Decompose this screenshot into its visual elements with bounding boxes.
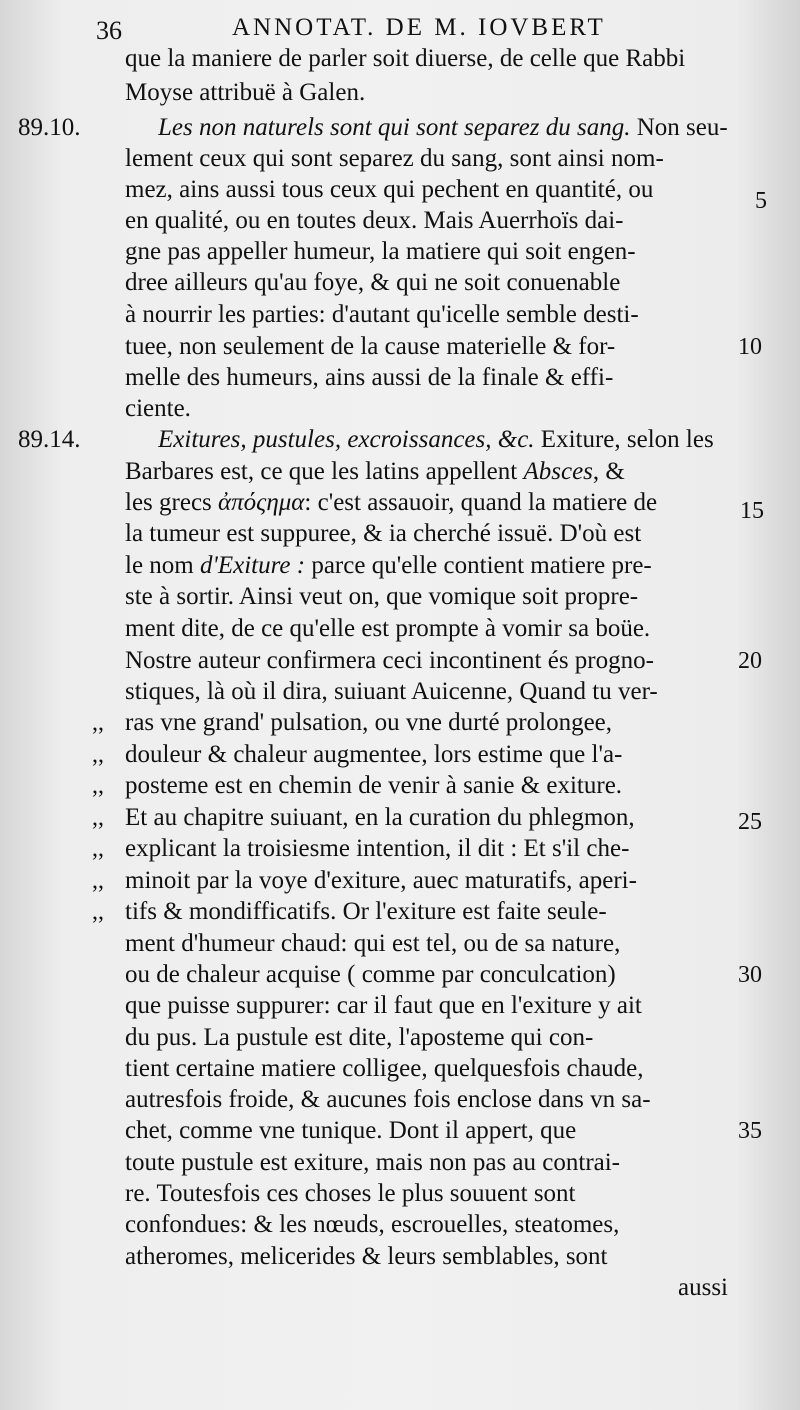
exiture-term: d'Exiture : xyxy=(200,552,306,579)
text-line xyxy=(0,897,800,927)
line-text xyxy=(125,551,735,581)
line-text: toute pustule est exiture, mais non pas au contrai- xyxy=(125,1149,621,1176)
text-line xyxy=(0,519,800,549)
text-line xyxy=(0,677,800,707)
line-text: melle des humeurs, ains aussi de la finale & effi- xyxy=(125,364,614,391)
line-number-35: 35 xyxy=(738,1118,762,1144)
line-text: Moyse attribuë à Galen. xyxy=(125,79,366,106)
line-text xyxy=(158,113,735,143)
text-line xyxy=(0,44,800,74)
text-line xyxy=(0,144,800,174)
text-line xyxy=(0,1179,800,1209)
running-head: ANNOTAT. DE M. IOVBERT xyxy=(232,14,606,41)
line-segment: Non seu- xyxy=(630,114,728,141)
line-text: ment dite, de ce qu'elle est prompte à vomir sa boüe. xyxy=(125,615,651,642)
line-text: Nostre auteur confirmera ceci incontinent és progno- xyxy=(125,647,654,674)
lemma-heading: Les non naturels sont qui sont separez du sang. xyxy=(158,114,631,141)
greek-term: ἀπόςημα xyxy=(218,489,305,516)
text-line xyxy=(0,457,800,487)
quote-mark: ,, xyxy=(92,805,104,831)
line-number-10: 10 xyxy=(738,334,762,360)
line-text: en qualité, ou en toutes deux. Mais Auerrhoïs dai- xyxy=(125,207,624,234)
quote-mark: ,, xyxy=(92,836,104,862)
text-line xyxy=(0,1242,800,1272)
text-line xyxy=(0,1054,800,1084)
line-text xyxy=(125,457,735,487)
line-text: dree ailleurs qu'au foye, & qui ne soit conuenable xyxy=(125,269,621,296)
line-text: ste à sortir. Ainsi veut on, que vomique soit propre- xyxy=(125,583,639,610)
line-text: minoit par la voye d'exiture, auec maturatifs, aperi- xyxy=(125,867,637,894)
text-line xyxy=(0,803,800,833)
line-text: atheromes, melicerides & leurs semblables, sont xyxy=(125,1243,608,1270)
text-line xyxy=(0,332,800,362)
text-line xyxy=(0,582,800,612)
text-line xyxy=(0,771,800,801)
text-line xyxy=(0,991,800,1021)
reference-89-10: 89.10. xyxy=(18,114,81,141)
line-text: chet, comme vne tunique. Dont il appert, que xyxy=(125,1117,577,1144)
line-text: tient certaine matiere colligee, quelquesfois chaude, xyxy=(125,1055,644,1082)
line-text: tifs & mondifficatifs. Or l'exiture est faite seule- xyxy=(125,898,607,925)
lemma-heading: Exitures, pustules, excroissances, &c. xyxy=(158,426,535,453)
line-text: ou de chaleur acquise ( comme par conculcation) xyxy=(125,961,616,988)
line-text xyxy=(158,425,735,455)
text-line xyxy=(0,866,800,896)
text-line xyxy=(0,834,800,864)
reference-89-14: 89.14. xyxy=(18,426,81,453)
line-segment: : c'est assauoir, quand la matiere de xyxy=(304,489,658,516)
line-text: confondues: & les nœuds, escrouelles, steatomes, xyxy=(125,1211,620,1238)
text-line xyxy=(0,1023,800,1053)
text-line xyxy=(0,960,800,990)
line-text: lement ceux qui sont separez du sang, sont ainsi nom- xyxy=(125,145,664,172)
text-line xyxy=(0,237,800,267)
line-segment: les grecs xyxy=(125,489,219,516)
text-line xyxy=(0,394,800,424)
line-text: douleur & chaleur augmentee, lors estime que l'a- xyxy=(125,741,623,768)
line-text: la tumeur est suppuree, & ia cherché issuë. D'où est xyxy=(125,520,642,547)
text-line xyxy=(0,78,800,108)
line-number-20: 20 xyxy=(738,648,762,674)
text-line xyxy=(0,300,800,330)
line-text: que puisse suppurer: car il faut que en l'exiture y ait xyxy=(125,992,642,1019)
text-line xyxy=(0,646,800,676)
text-line xyxy=(0,1210,800,1240)
text-line xyxy=(0,551,800,581)
text-line xyxy=(0,929,800,959)
line-segment: Exiture, selon les xyxy=(534,426,714,453)
text-line xyxy=(0,113,800,143)
text-line xyxy=(0,1085,800,1115)
text-line xyxy=(0,175,800,205)
catchword-line xyxy=(0,1273,800,1303)
text-line xyxy=(0,740,800,770)
quote-mark: ,, xyxy=(92,868,104,894)
line-number-15: 15 xyxy=(740,498,764,524)
text-line xyxy=(0,1148,800,1178)
line-text: mez, ains aussi tous ceux qui pechent en quantité, ou xyxy=(125,176,654,203)
line-text: ciente. xyxy=(125,395,191,422)
line-text: que la maniere de parler soit diuerse, de celle que Rabbi xyxy=(125,45,686,72)
text-line xyxy=(0,614,800,644)
line-text: Et au chapitre suiuant, en la curation du phlegmon, xyxy=(125,804,635,831)
line-text: explicant la troisiesme intention, il dit : Et s'il che- xyxy=(125,835,630,862)
line-segment: le nom xyxy=(125,552,200,579)
line-number-30: 30 xyxy=(738,962,762,988)
catchword: aussi xyxy=(678,1274,728,1301)
line-text: autresfois froide, & aucunes fois enclose dans vn sa- xyxy=(125,1086,651,1113)
line-text: à nourrir les parties: d'autant qu'icelle semble desti- xyxy=(125,301,639,328)
text-line xyxy=(0,708,800,738)
quote-mark: ,, xyxy=(92,710,104,736)
quote-mark: ,, xyxy=(92,899,104,925)
quote-mark: ,, xyxy=(92,773,104,799)
line-number-25: 25 xyxy=(738,809,762,835)
line-segment: Barbares est, ce que les latins appellent xyxy=(125,458,524,485)
line-text: ras vne grand' pulsation, ou vne durté prolongee, xyxy=(125,709,613,736)
text-line xyxy=(0,268,800,298)
text-line xyxy=(0,1116,800,1146)
page-number: 36 xyxy=(96,16,122,45)
line-text: re. Toutesfois ces choses le plus souuent sont xyxy=(125,1180,576,1207)
line-text xyxy=(125,488,735,518)
line-text: gne pas appeller humeur, la matiere qui soit engen- xyxy=(125,238,636,265)
line-text: ment d'humeur chaud: qui est tel, ou de sa nature, xyxy=(125,930,621,957)
latin-term: Absces xyxy=(523,458,593,485)
line-segment: parce qu'elle contient matiere pre- xyxy=(305,552,652,579)
quote-mark: ,, xyxy=(92,742,104,768)
line-text: posteme est en chemin de venir à sanie & exiture. xyxy=(125,772,623,799)
text-line xyxy=(0,425,800,455)
text-line xyxy=(0,488,800,524)
line-text: tuee, non seulement de la cause materielle & for- xyxy=(125,333,616,360)
line-segment: , & xyxy=(592,458,625,485)
text-line xyxy=(0,363,800,393)
line-text: du pus. La pustule est dite, l'aposteme qui con- xyxy=(125,1024,594,1051)
line-text: stiques, là où il dira, suiuant Auicenne, Quand tu ver- xyxy=(125,678,658,705)
page-header xyxy=(0,12,800,48)
line-number-5: 5 xyxy=(755,188,767,214)
